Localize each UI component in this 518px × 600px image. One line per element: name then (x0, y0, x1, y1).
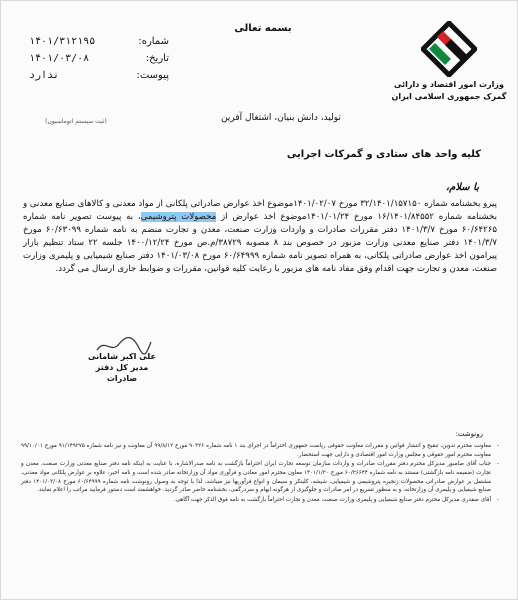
letter-meta (29, 33, 169, 84)
ministry-name (389, 79, 509, 103)
date-row (29, 50, 169, 67)
highlighted-text: محصولات پتروشیمی (140, 212, 217, 222)
body-text-end: ، به پیوست تصویر نامه شماره ۶۰/۶۴۲۶۵ مورخ ۱۴۰۱/۳/۷ دفتر مقررات صادرات و واردات وزارت صنعت، معدن و تجارت منضم به نامه شماره ۶۰/۶۳۰۹۹ مورخ ۱۴۰۱/۳/۷ دفتر صنایع معدنی وزارت مزبور در خصوص بند ۸ مصوبه ۳۸۷۲۹/م.ص مورخ ۱۴۰۰/۱۲/۲۴ جلسه ۲۲ ستاد تنظیم بازار پیرامون اخذ عوارض صادراتی پلکانی، به همراه تصویر نامه شماره ۶۰/۶۴۹۹۹ مورخ ۱۴۰۱/۰۳/۰۸ دفتر صنایع شیمیایی و پلیمری وزارت صنعت، معدن و تجارت جهت اقدام وفق مفاد نامه های مزبور با رعایت کلیه قوانین، مقررات و ضوابط جاری ارسال می گردد. (23, 212, 497, 274)
attachment-label: پیوست: (136, 70, 169, 81)
customs-logo-icon (421, 21, 477, 77)
recipient: کلیه واحد های ستادی و گمرکات اجرایی (286, 149, 481, 160)
date-label: تاریخ: (145, 53, 169, 64)
organization-line: گمرک جمهوری اسلامی ایران (391, 92, 507, 101)
body-text-start: پیرو بخشنامه شماره ۳۲/۱۴۰۱/۱۵۷۱۵۰ مورخ ۱۴۰۱/۰۲/۰۷موضوع اخذ عوارض صادراتی پلکانی از مواد معدنی و کالاهای صنایع معدنی و بخشنامه شماره ۱۶/۱۴۰۱/۸۴۵۵۲ مورخ ۱۴۰۱/۰۱/۲۴موضوع اخذ عوارض از (23, 199, 497, 222)
basmala: بسمه تعالی (234, 23, 292, 34)
date-value: ۱۴۰۱/۰۳/۰۸ (29, 53, 90, 64)
cc-item: - آقای صفدری مدیرکل محترم دفتر صنایع شیمیایی و پلیمری وزارت صنعت، معدن و تجارت احتراماً بازگشت به نامه فوق الذکر جهت آگاهی. (21, 496, 499, 505)
number-label: شماره: (138, 36, 169, 47)
signer-title: مدیر کل دفتر صادرات (95, 363, 149, 383)
letter-body (23, 198, 497, 276)
cc-list (21, 442, 499, 505)
salutation: با سلام، (445, 182, 479, 193)
attachment-value: ندارد (29, 70, 60, 81)
cc-title: رونوشت: (455, 430, 483, 438)
signer-name: علی اکبر شامانی (88, 352, 156, 361)
cc-item: - معاونت محترم تدوین، تنقیح و انتشار قوانین و مقررات معاونت حقوقی ریاست جمهوری احتراماً در اجرای بند ۱ نامه شماره ۹۰۳۲۶ مورخ ۹۹/۸/۱۲ آن معاونت و نیز نامه شماره ۹۱/۱۴۹۲۷۵ مورخ ۹۹/۱۰/۰۱ معاونت محترم امور حقوقی و مجلس وزارت امور اقتصادی و دارایی جهت استحضار. (21, 442, 499, 460)
system-note: (ثبت سیستم اتوماسیون) (45, 118, 107, 125)
attachment-row (29, 67, 169, 84)
cc-item: - جناب آقای صامبور مدیرکل محترم دفتر مقررات صادرات و واردات سازمان توسعه تجارت ایران احتراماً بازگشت به نامه صدرالاشاره، با عنایت به اینکه نامه دفتر صنایع معدنی وزارت صنعت، معدن و تجارت (ضمیمه نامه بازگشتی) مستند به نامه شماره ۶۰/۲۶۶۴۴ مورخ ۱۴۰۱/۱/۲۰ معاون محترم امور معادن و فرآوری مواد آن وزارتخانه صادر شده است و نامه اخیر، علاوه بر عوارض پلکانی مواد معدنی، مشتمل بر عوارض صادراتی محصولات زنجیره پتروشیمی و شیمیایی، شیشه، کلینکر و سیمان و انواع فرآوریها نیز میباشد، لذا با توجه به وصول رونوشت نامه شماره ۶۰/۶۴۹۹۹ مورخ ۱۴۰۱/۰۳/۰۸ دفتر صنایع شیمیایی و پلیمری آن وزارتخانه، و به منظور تسریع در امر صادرات و جلوگیری از هرگونه ابهام و سردرگمی، بخشنامه حاضر صادر گردید. خواهشمند است دستور فرمایید مراتب را اعلام نمایند. (21, 460, 499, 495)
signature-block (87, 351, 157, 384)
slogan: تولید، دانش بنیان، اشتغال آفرین (221, 113, 341, 123)
number-value: ۱۴۰۱/۳۱۲۱۹۵ (29, 36, 96, 47)
ministry-line: وزارت امور اقتصاد و دارائی (394, 80, 504, 89)
number-row (29, 33, 169, 50)
